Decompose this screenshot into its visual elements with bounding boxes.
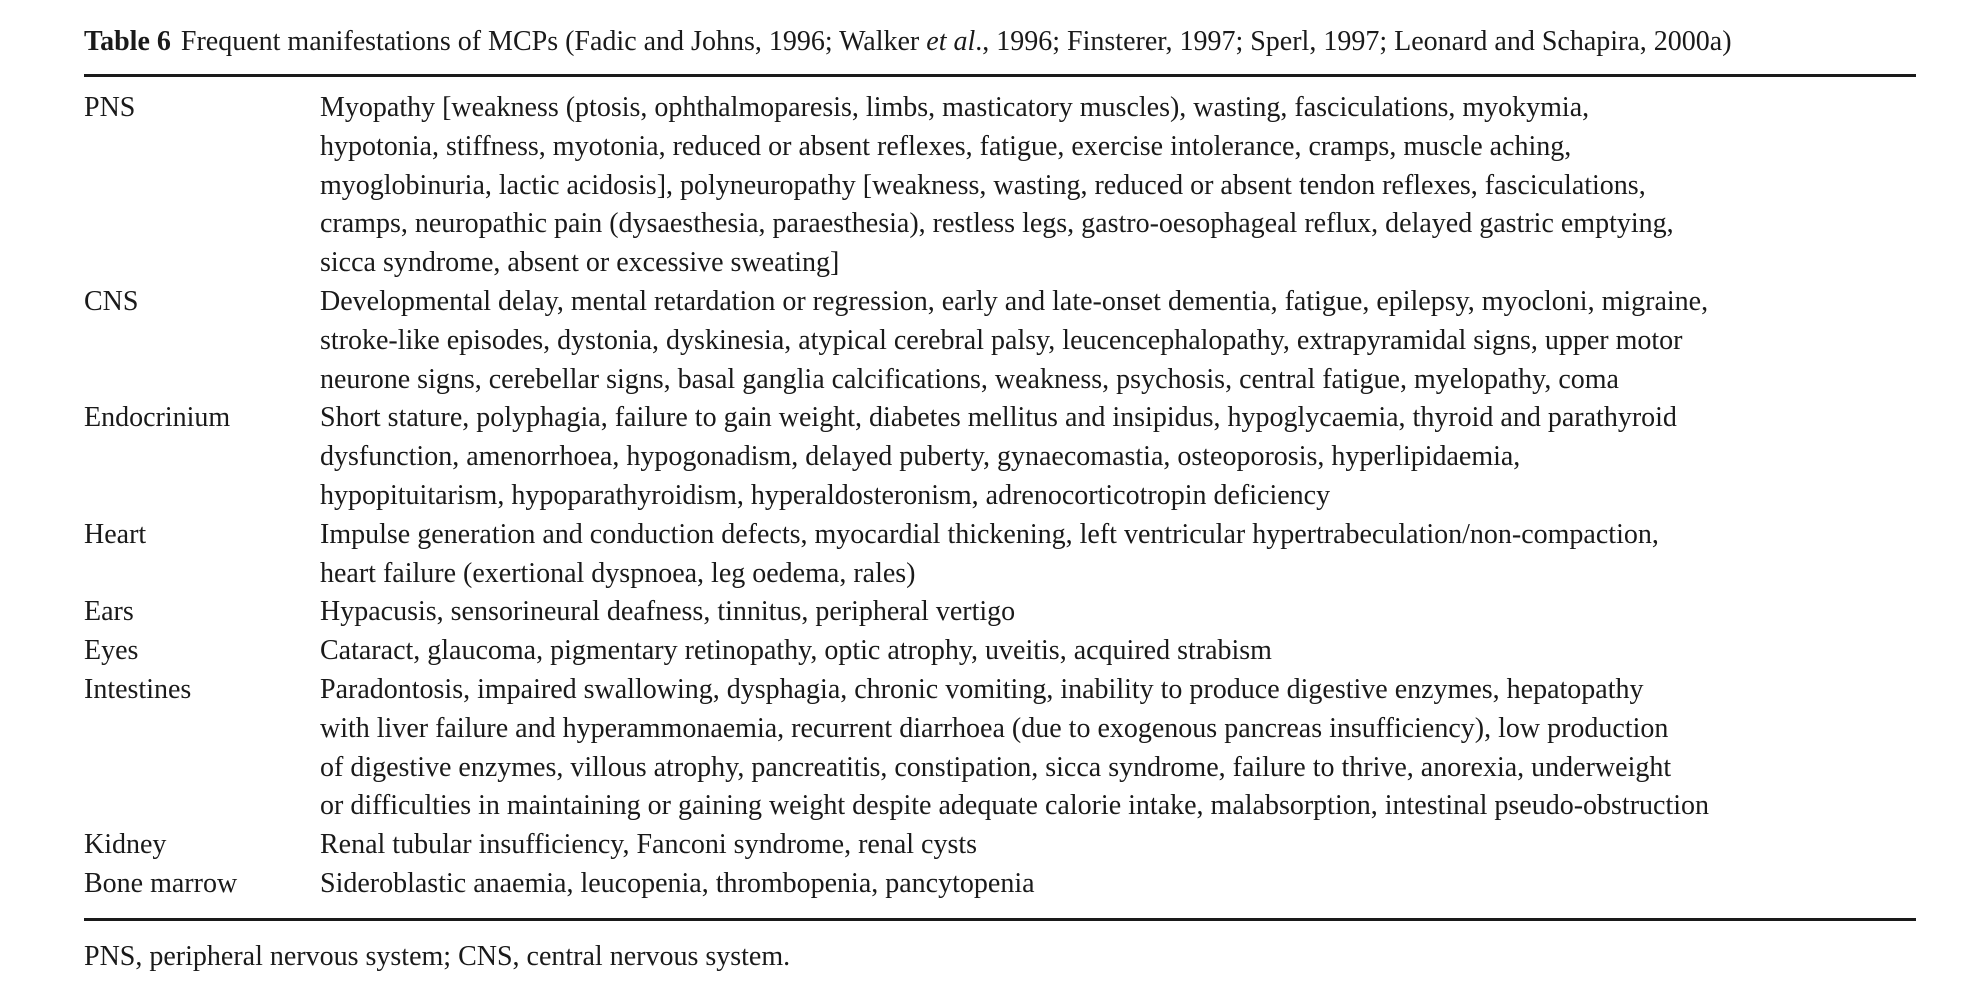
- manifestation-line: heart failure (exertional dyspnoea, leg oedema, rales): [320, 557, 916, 589]
- manifestation-line: with liver failure and hyperammonaemia, recurrent diarrhoea (due to exogenous pancreas insufficiency), low production: [320, 712, 1669, 744]
- row-manifestations: [320, 632, 1916, 671]
- manifestation-line: dysfunction, amenorrhoea, hypogonadism, delayed puberty, gynaecomastia, osteoporosis, hyperlipidaemia,: [320, 441, 1521, 473]
- manifestation-line: Hypacusis, sensorineural deafness, tinnitus, peripheral vertigo: [320, 596, 1016, 628]
- row-category: CNS: [84, 285, 139, 317]
- table-container: [84, 22, 1916, 977]
- row-manifestations: [320, 671, 1916, 826]
- table-caption: [84, 22, 1916, 62]
- manifestation-line: stroke-like episodes, dystonia, dyskinesia, atypical cerebral palsy, leucencephalopathy, extrapyramidal signs, upper motor: [320, 324, 1683, 356]
- table-row: [84, 399, 1916, 515]
- row-category: Bone marrow: [84, 867, 238, 899]
- row-category: PNS: [84, 92, 136, 123]
- row-manifestations: [320, 865, 1916, 904]
- table-label: Table 6: [84, 26, 171, 57]
- manifestation-line: Developmental delay, mental retardation or regression, early and late-onset dementia, fatigue, epilepsy, myocloni, migraine,: [320, 285, 1709, 317]
- manifestation-line: hypotonia, stiffness, myotonia, reduced or absent reflexes, fatigue, exercise intolerance, cramps, muscle aching,: [320, 130, 1572, 162]
- table-bottom-rule: [84, 918, 1916, 921]
- row-manifestations: [320, 89, 1916, 283]
- row-category: Endocrinium: [84, 402, 231, 434]
- table-row: [84, 593, 1916, 632]
- row-manifestations: [320, 283, 1916, 399]
- row-category: Eyes: [84, 635, 139, 667]
- table-row: [84, 826, 1916, 865]
- manifestation-line: Short stature, polyphagia, failure to gain weight, diabetes mellitus and insipidus, hypoglycaemia, thyroid and parathyroid: [320, 402, 1677, 434]
- manifestation-line: Paradontosis, impaired swallowing, dysphagia, chronic vomiting, inability to produce digestive enzymes, hepatopathy: [320, 673, 1644, 705]
- manifestation-line: or difficulties in maintaining or gaining weight despite adequate calorie intake, malabsorption, intestinal pseudo-obstruction: [320, 790, 1710, 822]
- manifestation-line: Cataract, glaucoma, pigmentary retinopathy, optic atrophy, uveitis, acquired strabism: [320, 635, 1272, 667]
- row-category: Heart: [84, 518, 147, 550]
- table-body: [84, 77, 1916, 904]
- table-row: [84, 516, 1916, 594]
- caption-text-end: ., 1996; Finsterer, 1997; Sperl, 1997; Leonard and Schapira, 2000a): [975, 26, 1732, 57]
- manifestation-line: sicca syndrome, absent or excessive sweating]: [320, 247, 840, 279]
- table-row: [84, 671, 1916, 826]
- manifestation-line: cramps, neuropathic pain (dysaesthesia, paraesthesia), restless legs, gastro-oesophageal reflux, delayed gastric emptying,: [320, 208, 1674, 240]
- manifestation-line: Renal tubular insufficiency, Fanconi syndrome, renal cysts: [320, 829, 978, 861]
- row-category: Ears: [84, 596, 134, 628]
- manifestation-line: of digestive enzymes, villous atrophy, pancreatitis, constipation, sicca syndrome, failure to thrive, anorexia, underweight: [320, 751, 1672, 783]
- caption-text: Frequent manifestations of MCPs (Fadic and Johns, 1996; Walker: [180, 26, 927, 57]
- row-manifestations: [320, 593, 1916, 632]
- table-footnote: PNS, peripheral nervous system; CNS, central nervous system.: [84, 940, 791, 972]
- caption-italic: et al: [926, 26, 976, 57]
- manifestation-line: neurone signs, cerebellar signs, basal ganglia calcifications, weakness, psychosis, central fatigue, myelopathy, coma: [320, 363, 1619, 395]
- manifestation-line: myoglobinuria, lactic acidosis], polyneuropathy [weakness, wasting, reduced or absent tendon reflexes, fasciculations,: [320, 169, 1646, 201]
- table-row: [84, 283, 1916, 399]
- table-row: [84, 865, 1916, 904]
- row-manifestations: [320, 826, 1916, 865]
- manifestation-line: Impulse generation and conduction defects, myocardial thickening, left ventricular hypertrabeculation/non-compaction,: [320, 518, 1659, 550]
- manifestation-line: Sideroblastic anaemia, leucopenia, thrombopenia, pancytopenia: [320, 867, 1035, 899]
- row-manifestations: [320, 399, 1916, 515]
- manifestation-line: Myopathy [weakness (ptosis, ophthalmoparesis, limbs, masticatory muscles), wasting, fasciculations, myokymia,: [320, 92, 1590, 123]
- row-manifestations: [320, 516, 1916, 594]
- table-row: [84, 632, 1916, 671]
- row-category: Intestines: [84, 673, 192, 705]
- table-row: [84, 89, 1916, 283]
- manifestation-line: hypopituitarism, hypoparathyroidism, hyperaldosteronism, adrenocorticotropin deficiency: [320, 479, 1331, 511]
- row-category: Kidney: [84, 829, 167, 861]
